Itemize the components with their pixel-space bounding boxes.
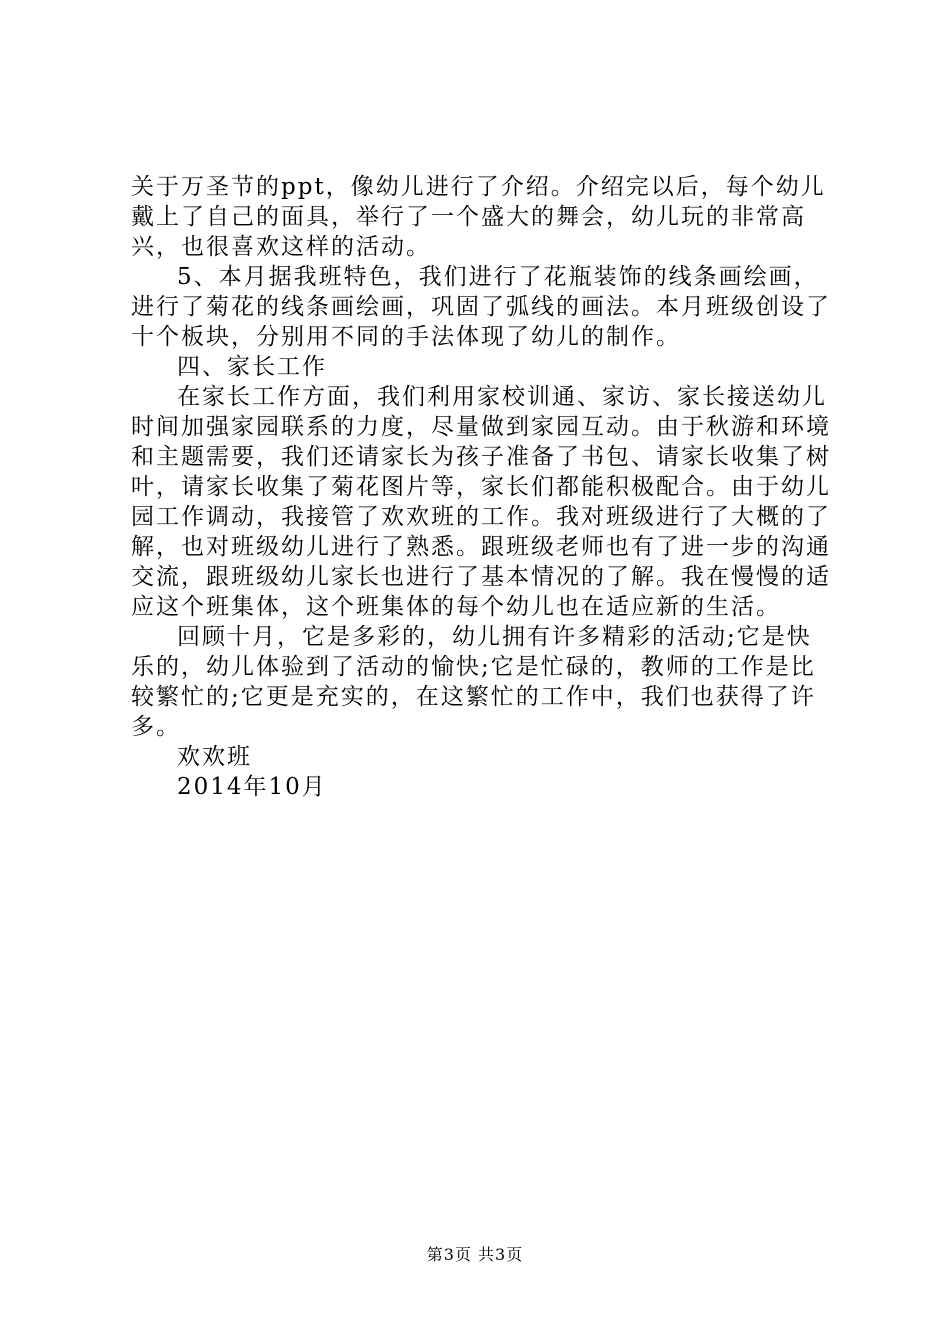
signature-date: 2014年10月 — [177, 774, 327, 800]
paragraph-parent-work: 在家长工作方面，我们利用家校训通、家访、家长接送幼儿时间加强家园联系的力度，尽量做到家园互动。由于秋游和环境和主题需要，我们还请家长为孩子准备了书包、请家长收集了树叶，请家长收集了菊花图片等，家长们都能积极配合。由于幼儿园工作调动，我接管了欢欢班的工作。我对班级进行了大概的了解，也对班级幼儿进行了熟悉。跟班级老师也有了进一步的沟通交流，跟班级幼儿家长也进行了基本情况的了解。我在慢慢的适应这个班集体，这个班集体的每个幼儿也在适应新的生活。 — [131, 384, 831, 620]
paragraph-halloween-continued: 关于万圣节的ppt，像幼儿进行了介绍。介绍完以后，每个幼儿戴上了自己的面具，举行了一个盛大的舞会，幼儿玩的非常高兴，也很喜欢这样的活动。 — [131, 174, 826, 260]
paragraph-review: 回顾十月，它是多彩的，幼儿拥有许多精彩的活动;它是快乐的，幼儿体验到了活动的愉快;它是忙碌的，教师的工作是比较繁忙的;它更是充实的，在这繁忙的工作中，我们也获得了许多。 — [131, 624, 816, 740]
paragraph-class-features: 5、本月据我班特色，我们进行了花瓶装饰的线条画绘画，进行了菊花的线条画绘画，巩固了弧线的画法。本月班级创设了十个板块，分别用不同的手法体现了幼儿的制作。 — [131, 264, 831, 350]
page-number-footer: 第3页 共3页 — [426, 1245, 524, 1264]
section-heading-parent-work: 四、家长工作 — [177, 354, 327, 380]
signature-class-name: 欢欢班 — [177, 744, 252, 770]
document-body — [131, 172, 831, 802]
